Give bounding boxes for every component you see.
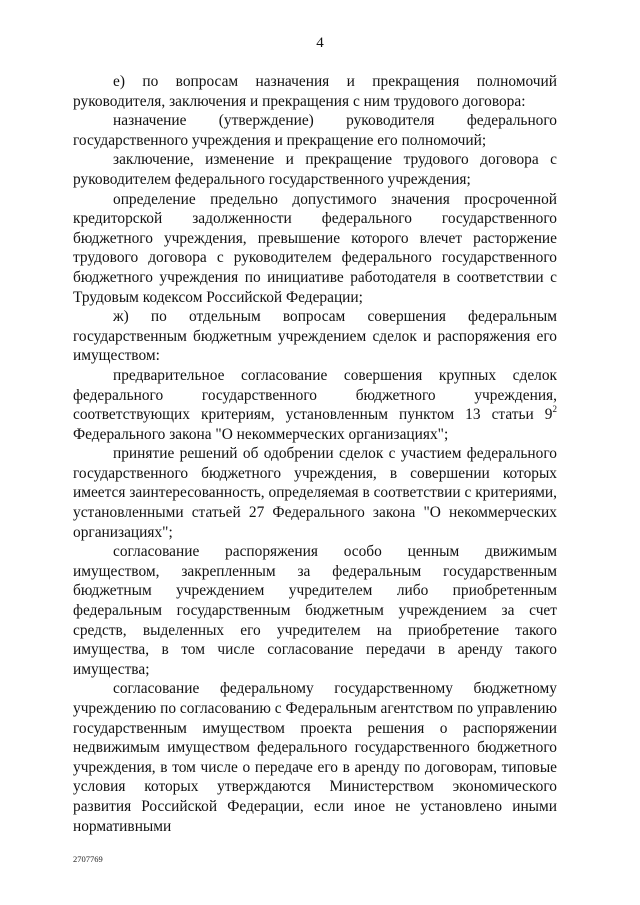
major-deals-text: предварительное согласование совершения крупных сделок федерального государственного бюджетного учреждения, соответствующих критериям, установленным пунктом 13 статьи 9: [73, 366, 557, 424]
paragraph-interested-deals: принятие решений об одобрении сделок с участием федерального государственного бюджетного учреждения, в совершении которых имеется заинтересованность, определяемая в соответствии с критериями, установленными статьей 27 Федерального закона "О некоммерческих организациях";: [73, 445, 557, 541]
document-body: [73, 72, 557, 836]
page-number: 4: [316, 35, 324, 51]
paragraph-zh-intro: ж) по отдельным вопросам совершения федеральным государственным бюджетным учреждением сделок и распоряжения его имуществом:: [73, 308, 557, 365]
paragraph-contract: заключение, изменение и прекращение трудового договора с руководителем федерального государственного учреждения;: [73, 151, 557, 188]
document-code: 2707769: [73, 854, 103, 864]
paragraph-appointment: назначение (утверждение) руководителя федерального государственного учреждения и прекращение его полномочий;: [73, 112, 557, 149]
paragraph-debt-limit: определение предельно допустимого значения просроченной кредиторской задолженности федерального государственного бюджетного учреждения, превышение которого влечет расторжение трудового договора с руководителем федерального государственного бюджетного учреждения по инициативе работодателя в соответствии с Трудовым кодексом Российской Федерации;: [73, 190, 557, 306]
paragraph-e-intro: е) по вопросам назначения и прекращения полномочий руководителя, заключения и прекращения с ним трудового договора:: [73, 73, 557, 110]
article-superscript: 2: [552, 404, 557, 415]
paragraph-movable-property: согласование распоряжения особо ценным движимым имуществом, закрепленным за федеральным государственным бюджетным учреждением учредителем либо приобретенным федеральным государственным бюджетным учреждением за счет средств, выделенных его учредителем на приобретение такого имущества, в том числе согласование передачи в аренду такого имущества;: [73, 543, 557, 678]
major-deals-text-tail: Федерального закона "О некоммерческих организациях";: [73, 425, 449, 443]
paragraph-real-estate: согласование федеральному государственному бюджетному учреждению по согласованию с Федеральным агентством по управлению государственным имуществом проекта решения о распоряжении недвижимым имуществом федерального государственного бюджетного учреждения, в том числе о передаче его в аренду по договорам, типовые условия которых утверждаются Министерством экономического развития Российской Федерации, если иное не установлено иными нормативными: [73, 680, 557, 835]
paragraph-major-deals: [73, 366, 557, 444]
